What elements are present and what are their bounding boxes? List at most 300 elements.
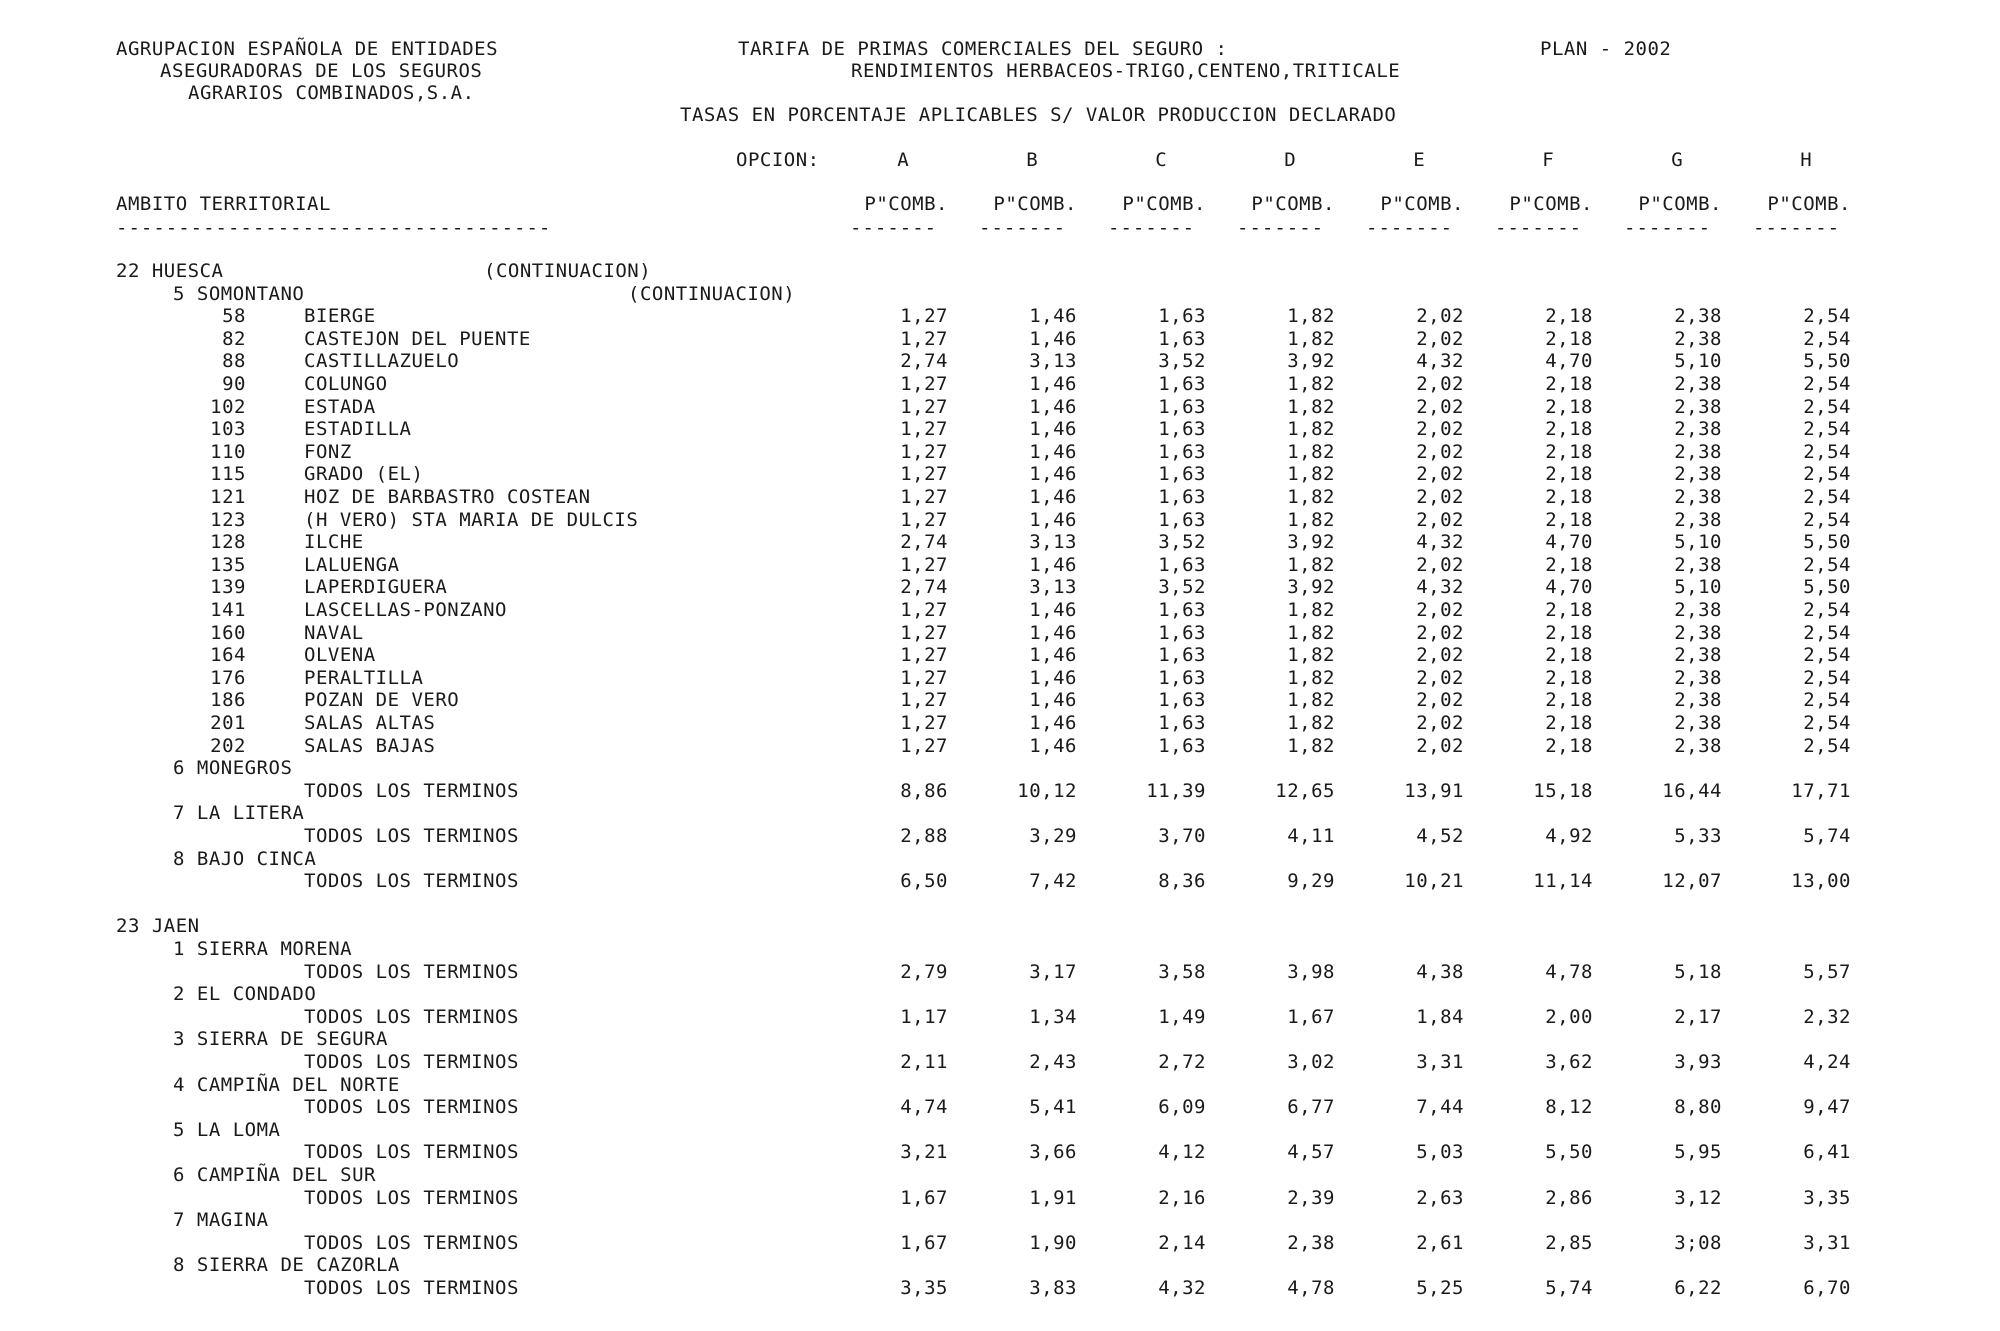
column-underline: ------- (1108, 220, 1196, 236)
rate-cell-a: 1,27 (900, 305, 948, 328)
municipality-name: BIERGE (304, 305, 376, 328)
rate-cell-g: 2,38 (1674, 712, 1722, 734)
rate-cell-f: 2,00 (1545, 1005, 1593, 1028)
rate-cell-d: 4,57 (1287, 1141, 1335, 1164)
rate-cell-a: 1,27 (900, 508, 948, 531)
rate-cell-h: 2,54 (1803, 508, 1851, 531)
rate-cell-a: 8,86 (900, 779, 948, 802)
rate-cell-c: 2,72 (1158, 1051, 1206, 1073)
comarca-heading: 8 BAJO CINCA (173, 847, 317, 870)
rate-cell-c: 2,14 (1158, 1231, 1206, 1254)
column-underline: ------- (1753, 220, 1841, 236)
doc-title-line1: TARIFA DE PRIMAS COMERCIALES DEL SEGURO : (738, 38, 1228, 60)
rate-cell-d: 1,82 (1287, 508, 1335, 531)
rate-cell-d: 1,82 (1287, 486, 1335, 508)
rate-cell-b: 1,46 (1029, 373, 1077, 395)
municipality-code: 164 (210, 644, 246, 667)
option-letter-f: F (1542, 149, 1554, 171)
rate-cell-b: 10,12 (1017, 779, 1077, 802)
municipality-code: 123 (210, 508, 246, 531)
option-letter-d: D (1284, 149, 1296, 171)
rate-cell-c: 1,63 (1158, 734, 1206, 757)
rate-cell-e: 2,02 (1416, 486, 1464, 508)
rate-cell-h: 5,74 (1803, 825, 1851, 847)
rate-cell-b: 1,46 (1029, 666, 1077, 689)
municipality-code: 102 (210, 395, 246, 418)
rate-cell-g: 5,10 (1674, 576, 1722, 599)
rate-cell-a: 2,88 (900, 825, 948, 847)
option-letter-h: H (1800, 149, 1812, 171)
municipality-code: 186 (210, 689, 246, 712)
municipality-name: GRADO (EL) (304, 463, 424, 486)
municipality-name: OLVENA (304, 644, 376, 667)
municipality-name: CASTEJON DEL PUENTE (304, 327, 531, 350)
rate-cell-b: 3,17 (1029, 960, 1077, 983)
rate-cell-f: 2,18 (1545, 463, 1593, 486)
rate-cell-b: 1,46 (1029, 395, 1077, 418)
rate-cell-e: 2,02 (1416, 644, 1464, 667)
rate-cell-d: 1,82 (1287, 463, 1335, 486)
rate-cell-c: 6,09 (1158, 1096, 1206, 1119)
rate-cell-g: 3;08 (1674, 1231, 1722, 1254)
rate-cell-d: 3,92 (1287, 531, 1335, 554)
rate-cell-f: 2,18 (1545, 553, 1593, 576)
column-underline: ------- (1366, 220, 1454, 236)
column-header: P"COMB. (993, 193, 1077, 215)
column-underline: ------- (850, 220, 938, 236)
rate-cell-c: 1,63 (1158, 599, 1206, 621)
rate-cell-g: 2,38 (1674, 599, 1722, 621)
rate-cell-c: 1,63 (1158, 486, 1206, 508)
rate-cell-g: 16,44 (1662, 779, 1722, 802)
rate-cell-a: 2,79 (900, 960, 948, 983)
rate-cell-e: 2,02 (1416, 666, 1464, 689)
rate-cell-g: 5,10 (1674, 531, 1722, 554)
municipality-code: 141 (210, 599, 246, 621)
column-header: P"COMB. (1251, 193, 1335, 215)
rate-cell-e: 4,32 (1416, 531, 1464, 554)
rate-cell-g: 5,33 (1674, 825, 1722, 847)
rate-cell-d: 1,82 (1287, 689, 1335, 712)
rate-cell-h: 3,35 (1803, 1186, 1851, 1209)
rate-cell-h: 2,54 (1803, 440, 1851, 463)
rate-cell-g: 2,38 (1674, 666, 1722, 689)
comarca-heading: 6 MONEGROS (173, 757, 293, 780)
rate-cell-e: 5,03 (1416, 1141, 1464, 1164)
rate-cell-d: 1,82 (1287, 644, 1335, 667)
rate-cell-c: 2,16 (1158, 1186, 1206, 1209)
org-name-line1: AGRUPACION ESPAÑOLA DE ENTIDADES (116, 38, 499, 60)
rate-cell-f: 2,18 (1545, 689, 1593, 712)
rate-cell-a: 6,50 (900, 870, 948, 893)
all-terms-label: TODOS LOS TERMINOS (304, 1005, 519, 1028)
rate-cell-e: 2,02 (1416, 689, 1464, 712)
rate-cell-f: 2,18 (1545, 327, 1593, 350)
municipality-name: (H VERO) STA MARIA DE DULCIS (304, 508, 639, 531)
continuation-note: (CONTINUACION) (484, 260, 652, 282)
municipality-name: COLUNGO (304, 373, 388, 395)
continuation-note: (CONTINUACION) (628, 282, 796, 305)
rate-cell-h: 2,54 (1803, 553, 1851, 576)
option-letter-a: A (897, 149, 909, 171)
rate-cell-g: 2,38 (1674, 621, 1722, 644)
municipality-code: 128 (210, 531, 246, 554)
rate-cell-g: 2,38 (1674, 463, 1722, 486)
rate-cell-a: 1,27 (900, 712, 948, 734)
municipality-code: 139 (210, 576, 246, 599)
org-name-line2: ASEGURADORAS DE LOS SEGUROS (160, 60, 483, 82)
rate-cell-d: 1,82 (1287, 395, 1335, 418)
comarca-heading: 2 EL CONDADO (173, 983, 317, 1006)
rate-cell-a: 1,27 (900, 621, 948, 644)
rate-cell-b: 3,13 (1029, 531, 1077, 554)
rate-cell-f: 4,70 (1545, 531, 1593, 554)
municipality-name: SALAS ALTAS (304, 712, 436, 734)
rate-cell-f: 4,70 (1545, 576, 1593, 599)
rate-cell-f: 2,18 (1545, 373, 1593, 395)
all-terms-label: TODOS LOS TERMINOS (304, 779, 519, 802)
rate-cell-a: 3,21 (900, 1141, 948, 1164)
municipality-name: SALAS BAJAS (304, 734, 436, 757)
rate-cell-g: 12,07 (1662, 870, 1722, 893)
rate-cell-e: 2,02 (1416, 327, 1464, 350)
comarca-heading: 5 LA LOMA (173, 1118, 281, 1141)
all-terms-label: TODOS LOS TERMINOS (304, 1141, 519, 1164)
rate-cell-e: 13,91 (1404, 779, 1464, 802)
doc-subtitle: TASAS EN PORCENTAJE APLICABLES S/ VALOR PRODUCCION DECLARADO (680, 104, 1397, 126)
rate-cell-d: 1,82 (1287, 418, 1335, 441)
rate-cell-g: 2,38 (1674, 418, 1722, 441)
rate-cell-b: 1,46 (1029, 621, 1077, 644)
rate-cell-b: 3,29 (1029, 825, 1077, 847)
rate-cell-f: 2,18 (1545, 599, 1593, 621)
rate-cell-g: 2,38 (1674, 486, 1722, 508)
rate-cell-c: 3,58 (1158, 960, 1206, 983)
rate-cell-d: 1,82 (1287, 553, 1335, 576)
rate-cell-f: 2,18 (1545, 621, 1593, 644)
rate-cell-b: 1,46 (1029, 689, 1077, 712)
rate-cell-h: 2,54 (1803, 689, 1851, 712)
rate-cell-h: 6,70 (1803, 1277, 1851, 1299)
rate-cell-e: 3,31 (1416, 1051, 1464, 1073)
rate-cell-c: 1,63 (1158, 621, 1206, 644)
municipality-name: NAVAL (304, 621, 364, 644)
rate-cell-d: 3,92 (1287, 350, 1335, 373)
rate-cell-h: 2,54 (1803, 599, 1851, 621)
rate-cell-g: 2,38 (1674, 644, 1722, 667)
rate-cell-e: 4,52 (1416, 825, 1464, 847)
municipality-name: LALUENGA (304, 553, 400, 576)
rate-cell-e: 2,02 (1416, 553, 1464, 576)
option-letter-e: E (1413, 149, 1425, 171)
rate-cell-d: 1,82 (1287, 712, 1335, 734)
column-header: P"COMB. (1380, 193, 1464, 215)
rate-cell-b: 1,46 (1029, 508, 1077, 531)
municipality-code: 90 (222, 373, 246, 395)
municipality-name: PERALTILLA (304, 666, 424, 689)
municipality-code: 115 (210, 463, 246, 486)
rate-cell-b: 1,46 (1029, 553, 1077, 576)
rate-cell-e: 2,02 (1416, 712, 1464, 734)
rate-cell-h: 2,54 (1803, 395, 1851, 418)
rate-cell-a: 1,27 (900, 553, 948, 576)
rate-cell-c: 4,32 (1158, 1277, 1206, 1299)
ambito-underline: ----------------------------------- (116, 220, 552, 236)
rate-cell-h: 13,00 (1791, 870, 1851, 893)
rate-cell-g: 2,38 (1674, 440, 1722, 463)
rate-cell-c: 1,63 (1158, 553, 1206, 576)
rate-cell-d: 1,82 (1287, 327, 1335, 350)
rate-cell-f: 2,18 (1545, 666, 1593, 689)
rate-cell-g: 5,10 (1674, 350, 1722, 373)
comarca-heading: 3 SIERRA DE SEGURA (173, 1028, 388, 1051)
rate-cell-d: 4,11 (1287, 825, 1335, 847)
municipality-name: ILCHE (304, 531, 364, 554)
rate-cell-f: 2,86 (1545, 1186, 1593, 1209)
rate-cell-h: 2,54 (1803, 418, 1851, 441)
rate-cell-f: 2,18 (1545, 734, 1593, 757)
rate-cell-a: 1,27 (900, 395, 948, 418)
rate-cell-h: 2,32 (1803, 1005, 1851, 1028)
rate-cell-h: 2,54 (1803, 486, 1851, 508)
rate-cell-c: 3,52 (1158, 531, 1206, 554)
org-name-line3: AGRARIOS COMBINADOS,S.A. (188, 82, 475, 104)
rate-cell-g: 3,93 (1674, 1051, 1722, 1073)
rate-cell-h: 2,54 (1803, 666, 1851, 689)
rate-cell-h: 5,50 (1803, 350, 1851, 373)
rate-cell-g: 2,38 (1674, 689, 1722, 712)
column-underline: ------- (1237, 220, 1325, 236)
municipality-name: LASCELLAS-PONZANO (304, 599, 507, 621)
municipality-code: 202 (210, 734, 246, 757)
rate-cell-c: 1,63 (1158, 644, 1206, 667)
rate-cell-f: 3,62 (1545, 1051, 1593, 1073)
rate-cell-g: 8,80 (1674, 1096, 1722, 1119)
rate-cell-b: 1,46 (1029, 486, 1077, 508)
rate-cell-f: 2,18 (1545, 712, 1593, 734)
rate-cell-c: 1,63 (1158, 666, 1206, 689)
rate-cell-f: 11,14 (1533, 870, 1593, 893)
rate-cell-g: 5,95 (1674, 1141, 1722, 1164)
rate-cell-b: 1,46 (1029, 644, 1077, 667)
rate-cell-b: 1,46 (1029, 712, 1077, 734)
rate-cell-f: 2,18 (1545, 440, 1593, 463)
comarca-heading: 7 LA LITERA (173, 802, 305, 825)
rate-cell-c: 3,70 (1158, 825, 1206, 847)
rate-cell-a: 1,67 (900, 1231, 948, 1254)
municipality-code: 88 (222, 350, 246, 373)
rate-cell-b: 1,46 (1029, 463, 1077, 486)
rate-cell-e: 2,63 (1416, 1186, 1464, 1209)
rate-cell-b: 1,46 (1029, 327, 1077, 350)
rate-cell-g: 2,38 (1674, 553, 1722, 576)
rate-cell-a: 1,27 (900, 689, 948, 712)
rate-cell-c: 1,63 (1158, 712, 1206, 734)
rate-cell-c: 1,49 (1158, 1005, 1206, 1028)
ambito-label: AMBITO TERRITORIAL (116, 193, 331, 215)
rate-cell-f: 4,92 (1545, 825, 1593, 847)
province-heading: 23 JAEN (116, 915, 200, 938)
rate-cell-f: 2,18 (1545, 395, 1593, 418)
comarca-heading: 5 SOMONTANO (173, 282, 305, 305)
province-heading: 22 HUESCA (116, 260, 224, 282)
rate-cell-d: 1,82 (1287, 666, 1335, 689)
rate-cell-e: 1,84 (1416, 1005, 1464, 1028)
rate-cell-b: 3,13 (1029, 576, 1077, 599)
rate-cell-e: 2,02 (1416, 395, 1464, 418)
all-terms-label: TODOS LOS TERMINOS (304, 1096, 519, 1119)
rate-cell-b: 7,42 (1029, 870, 1077, 893)
rate-cell-b: 1,46 (1029, 599, 1077, 621)
rate-cell-c: 1,63 (1158, 440, 1206, 463)
rate-cell-b: 1,46 (1029, 305, 1077, 328)
column-underline: ------- (979, 220, 1067, 236)
rate-cell-f: 15,18 (1533, 779, 1593, 802)
rate-cell-g: 2,38 (1674, 395, 1722, 418)
municipality-name: ESTADILLA (304, 418, 412, 441)
rate-cell-e: 2,02 (1416, 418, 1464, 441)
option-letter-c: C (1155, 149, 1167, 171)
column-header: P"COMB. (1509, 193, 1593, 215)
rate-cell-g: 5,18 (1674, 960, 1722, 983)
rate-cell-e: 4,32 (1416, 576, 1464, 599)
municipality-name: HOZ DE BARBASTRO COSTEAN (304, 486, 591, 508)
rate-cell-a: 1,27 (900, 440, 948, 463)
rate-cell-c: 3,52 (1158, 350, 1206, 373)
rate-cell-f: 2,18 (1545, 486, 1593, 508)
rate-cell-c: 4,12 (1158, 1141, 1206, 1164)
rate-cell-f: 2,85 (1545, 1231, 1593, 1254)
doc-title-line2: RENDIMIENTOS HERBACEOS-TRIGO,CENTENO,TRITICALE (851, 60, 1401, 82)
rate-cell-d: 12,65 (1275, 779, 1335, 802)
rate-cell-e: 4,32 (1416, 350, 1464, 373)
all-terms-label: TODOS LOS TERMINOS (304, 870, 519, 893)
rate-cell-c: 1,63 (1158, 327, 1206, 350)
rate-cell-h: 2,54 (1803, 305, 1851, 328)
rate-cell-b: 5,41 (1029, 1096, 1077, 1119)
rate-cell-h: 2,54 (1803, 463, 1851, 486)
all-terms-label: TODOS LOS TERMINOS (304, 1231, 519, 1254)
rate-cell-e: 2,02 (1416, 440, 1464, 463)
comarca-heading: 6 CAMPIÑA DEL SUR (173, 1164, 376, 1186)
rate-cell-g: 2,38 (1674, 305, 1722, 328)
comarca-heading: 7 MAGINA (173, 1209, 269, 1232)
comarca-heading: 4 CAMPIÑA DEL NORTE (173, 1073, 400, 1096)
rate-cell-f: 2,18 (1545, 644, 1593, 667)
rate-cell-h: 3,31 (1803, 1231, 1851, 1254)
rate-cell-h: 5,57 (1803, 960, 1851, 983)
rate-cell-a: 1,17 (900, 1005, 948, 1028)
rate-cell-b: 2,43 (1029, 1051, 1077, 1073)
rate-cell-a: 1,27 (900, 644, 948, 667)
rate-cell-c: 3,52 (1158, 576, 1206, 599)
rate-cell-a: 2,74 (900, 576, 948, 599)
plan-year: PLAN - 2002 (1540, 38, 1672, 60)
rate-cell-f: 5,74 (1545, 1277, 1593, 1299)
rate-cell-c: 1,63 (1158, 418, 1206, 441)
column-header: P"COMB. (1767, 193, 1851, 215)
municipality-name: ESTADA (304, 395, 376, 418)
municipality-name: POZAN DE VERO (304, 689, 460, 712)
rate-cell-a: 1,27 (900, 418, 948, 441)
all-terms-label: TODOS LOS TERMINOS (304, 1277, 519, 1299)
rate-cell-h: 9,47 (1803, 1096, 1851, 1119)
municipality-code: 201 (210, 712, 246, 734)
rate-cell-g: 2,38 (1674, 327, 1722, 350)
rate-cell-a: 4,74 (900, 1096, 948, 1119)
rate-cell-h: 2,54 (1803, 373, 1851, 395)
rate-cell-b: 1,46 (1029, 734, 1077, 757)
rate-cell-c: 1,63 (1158, 373, 1206, 395)
all-terms-label: TODOS LOS TERMINOS (304, 825, 519, 847)
rate-cell-a: 2,11 (900, 1051, 948, 1073)
option-letter-g: G (1671, 149, 1683, 171)
rate-cell-f: 8,12 (1545, 1096, 1593, 1119)
rate-cell-d: 4,78 (1287, 1277, 1335, 1299)
rate-cell-d: 1,82 (1287, 305, 1335, 328)
rate-cell-a: 2,74 (900, 350, 948, 373)
all-terms-label: TODOS LOS TERMINOS (304, 1186, 519, 1209)
rate-cell-d: 3,02 (1287, 1051, 1335, 1073)
rate-cell-a: 2,74 (900, 531, 948, 554)
column-underline: ------- (1495, 220, 1583, 236)
rate-cell-e: 10,21 (1404, 870, 1464, 893)
rate-cell-e: 2,02 (1416, 621, 1464, 644)
municipality-code: 110 (210, 440, 246, 463)
rate-cell-a: 1,27 (900, 486, 948, 508)
comarca-heading: 8 SIERRA DE CAZORLA (173, 1254, 400, 1277)
rate-cell-b: 1,46 (1029, 440, 1077, 463)
rate-cell-g: 2,38 (1674, 734, 1722, 757)
municipality-code: 103 (210, 418, 246, 441)
rate-cell-b: 3,66 (1029, 1141, 1077, 1164)
rate-cell-c: 1,63 (1158, 689, 1206, 712)
municipality-code: 176 (210, 666, 246, 689)
rate-cell-e: 4,38 (1416, 960, 1464, 983)
municipality-name: CASTILLAZUELO (304, 350, 460, 373)
rate-cell-e: 2,61 (1416, 1231, 1464, 1254)
opcion-label: OPCION: (736, 149, 820, 171)
rate-cell-f: 2,18 (1545, 418, 1593, 441)
rate-cell-b: 1,91 (1029, 1186, 1077, 1209)
rate-cell-c: 1,63 (1158, 508, 1206, 531)
rate-cell-a: 3,35 (900, 1277, 948, 1299)
rate-cell-b: 3,13 (1029, 350, 1077, 373)
rate-cell-b: 3,83 (1029, 1277, 1077, 1299)
municipality-code: 160 (210, 621, 246, 644)
rate-cell-f: 4,78 (1545, 960, 1593, 983)
rate-cell-d: 3,92 (1287, 576, 1335, 599)
rate-cell-d: 3,98 (1287, 960, 1335, 983)
rate-cell-d: 9,29 (1287, 870, 1335, 893)
rate-cell-b: 1,34 (1029, 1005, 1077, 1028)
rate-cell-d: 1,67 (1287, 1005, 1335, 1028)
rate-cell-c: 1,63 (1158, 395, 1206, 418)
rate-cell-f: 5,50 (1545, 1141, 1593, 1164)
rate-cell-g: 2,38 (1674, 508, 1722, 531)
rate-cell-d: 6,77 (1287, 1096, 1335, 1119)
rate-cell-e: 7,44 (1416, 1096, 1464, 1119)
rate-cell-d: 2,38 (1287, 1231, 1335, 1254)
rate-cell-e: 2,02 (1416, 599, 1464, 621)
rate-cell-c: 11,39 (1146, 779, 1206, 802)
rate-cell-g: 3,12 (1674, 1186, 1722, 1209)
rate-cell-g: 6,22 (1674, 1277, 1722, 1299)
rate-cell-d: 2,39 (1287, 1186, 1335, 1209)
rate-cell-f: 2,18 (1545, 508, 1593, 531)
municipality-code: 58 (222, 305, 246, 328)
rate-cell-g: 2,38 (1674, 373, 1722, 395)
